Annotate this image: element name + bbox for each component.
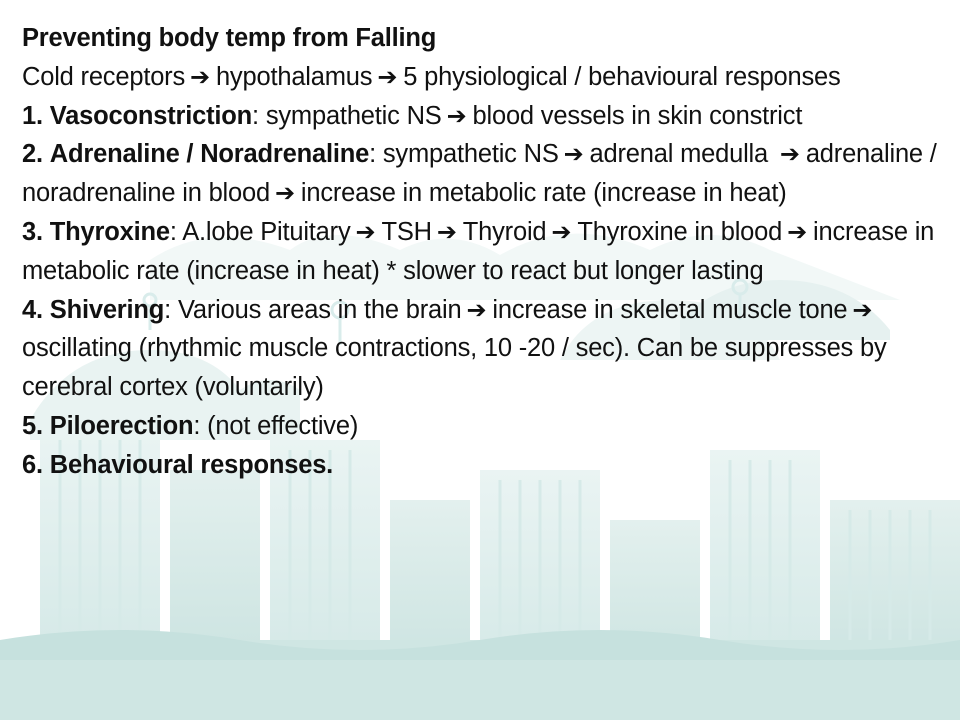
item-part: oscillating (rhythmic muscle contractions, 10 -20 / sec). Can be suppresses by cerebral cortex (voluntarily) <box>22 334 887 402</box>
item-part: (not effective) <box>207 411 359 440</box>
item-number: 3. <box>22 217 43 246</box>
item-term: Adrenaline / Noradrenaline <box>49 140 370 169</box>
slide-title <box>22 19 937 58</box>
item-part: Thyroid <box>462 217 547 246</box>
item-part: Various areas in the brain <box>177 295 462 324</box>
item-number: 1. <box>22 101 43 130</box>
intro-part-2: hypothalamus <box>215 62 373 91</box>
arrow-icon: ➔ <box>563 140 584 169</box>
list-item-thyroxine: 3. Thyroxine: A.lobe Pituitary ➔ TSH ➔ Thyroid ➔ Thyroxine in blood ➔ increase in metabolic rate (increase in heat) * slower to react but longer lasting <box>22 217 935 285</box>
item-term: Thyroxine <box>49 217 170 246</box>
arrow-icon: ➔ <box>355 217 376 246</box>
slide-text-body <box>22 19 937 485</box>
item-term: Vasoconstriction <box>49 101 253 130</box>
arrow-icon: ➔ <box>436 217 457 246</box>
title-text: Preventing body temp from Falling <box>22 24 437 52</box>
item-part: A.lobe Pituitary <box>182 217 351 246</box>
arrow-icon: ➔ <box>466 295 487 324</box>
list-item-piloerection: 5. Piloerection: (not effective) <box>22 411 359 440</box>
item-term: Piloerection <box>49 411 194 440</box>
list-item-vasoconstriction: 1. Vasoconstriction: sympathetic NS ➔ blood vessels in skin constrict <box>22 101 803 130</box>
intro-part-3: 5 physiological / behavioural responses <box>403 62 841 91</box>
item-part: increase in metabolic rate (increase in heat) <box>300 179 787 208</box>
item-part: increase in metabolic rate (increase in heat) * slower to react but longer lasting <box>22 217 935 285</box>
item-part: adrenaline / noradrenaline in blood <box>22 140 937 208</box>
item-number: 5. <box>22 411 43 440</box>
item-part: adrenal medulla <box>589 140 768 169</box>
intro-part-1: Cold receptors <box>22 62 186 91</box>
item-part: sympathetic NS <box>265 101 442 130</box>
item-part: Thyroxine in blood <box>577 217 783 246</box>
list-item-shivering: 4. Shivering: Various areas in the brain ➔ increase in skeletal muscle tone ➔oscillating (rhythmic muscle contractions, 10 -20 / sec). Can be suppresses by cerebral cortex (voluntarily) <box>22 295 887 402</box>
item-number: 4. <box>22 295 43 324</box>
list-item-behavioural <box>22 446 937 485</box>
item-part: increase in skeletal muscle tone <box>492 295 848 324</box>
arrow-icon: ➔ <box>779 140 800 169</box>
arrow-icon: ➔ <box>190 62 210 91</box>
item-part: sympathetic NS <box>382 140 559 169</box>
list-item-adrenaline: 2. Adrenaline / Noradrenaline: sympathetic NS ➔ adrenal medulla ➔ adrenaline / noradrenaline in blood ➔ increase in metabolic rate (increase in heat) <box>22 140 937 208</box>
intro-line <box>22 58 937 97</box>
arrow-icon: ➔ <box>274 179 295 208</box>
arrow-icon: ➔ <box>446 101 467 130</box>
item-term: Behavioural responses. <box>49 450 334 479</box>
item-number: 6. <box>22 450 43 479</box>
arrow-icon: ➔ <box>377 62 398 91</box>
item-part: TSH <box>381 217 432 246</box>
arrow-icon: ➔ <box>852 295 873 324</box>
item-number: 2. <box>22 140 43 169</box>
arrow-icon: ➔ <box>551 217 572 246</box>
item-term: Shivering <box>49 295 165 324</box>
arrow-icon: ➔ <box>787 217 808 246</box>
item-part: blood vessels in skin constrict <box>472 101 803 130</box>
